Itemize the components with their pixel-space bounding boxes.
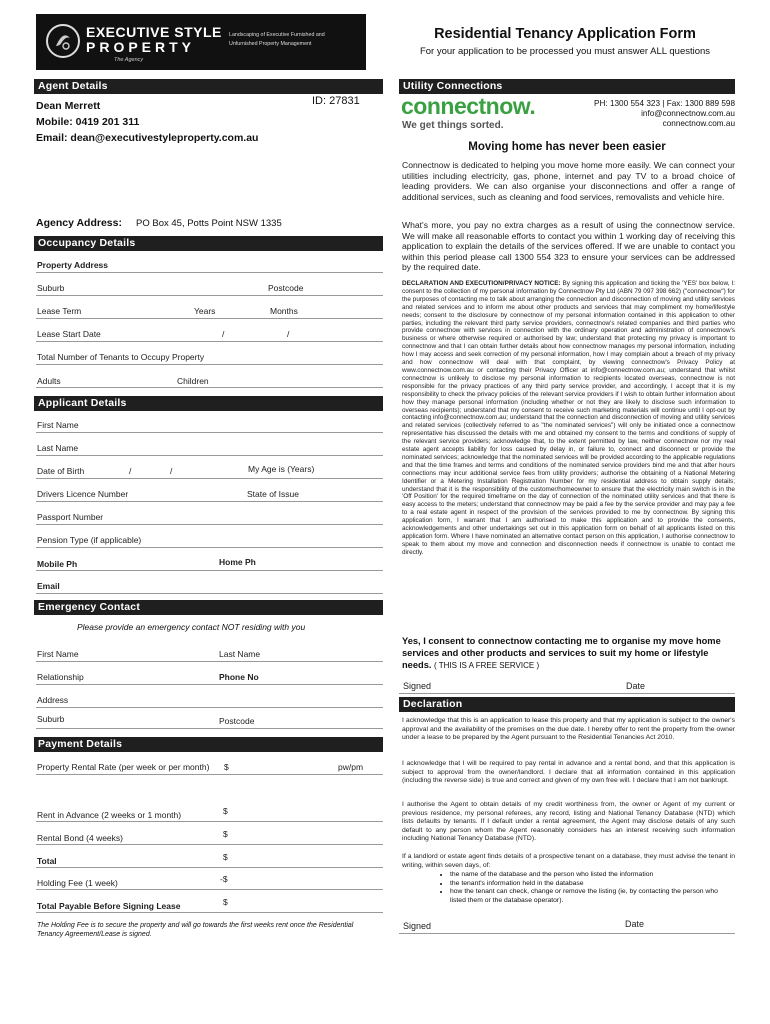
licence-field[interactable] — [36, 501, 383, 502]
connectnow-logo: connectnow. — [401, 93, 536, 119]
logo-side-text: Landscaping of Executive Furnished and Unfurnished Property Management — [229, 32, 325, 47]
first-name-field[interactable] — [36, 432, 383, 433]
utility-para-2: What's more, you pay no extra charges as a result of using the connectnow service. We will make all reasonable efforts to contact you within 1 working day of receiving this application to explain the details of the services offered. If we are unable to contact you within this period please call 1300 554 323 to ensure your services can be addressed by the required date. — [402, 220, 735, 273]
dob-label: Date of Birth — [37, 466, 85, 476]
privacy-heading: DECLARATION AND EXECUTION/PRIVACY NOTICE: — [402, 280, 561, 287]
payment-row-label: Total Payable Before Signing Lease — [37, 901, 181, 911]
rent-rate-field[interactable] — [36, 774, 383, 775]
relationship-label: Relationship — [37, 672, 84, 682]
phone-field[interactable] — [36, 570, 383, 571]
lease-start-field[interactable] — [36, 341, 383, 342]
form-subtitle: For your application to be processed you must answer ALL questions — [419, 46, 711, 57]
logo-block — [36, 14, 366, 70]
total-tenants-field[interactable] — [36, 364, 383, 365]
privacy-text: By signing this application and ticking the 'YES' box below, I: consent to the collection of my personal information by Connectnow Pty Ltd (ABN 79 097 398 662) ("connectnow") for the purposes of contacting me to talk about arranging the connection and disconnection of moving and utility services and related services and to inform me about other products and services that may compliment my home/lifestyle needs; consent to the disclosure by connectnow of my personal information contained in this application to other parties, including the relevant third party service providers, connectnow's related companies and third parties who provide connectnow with services in connection with the ordinary operation and administration of connectnow's business or where otherwise required or authorised by law; understand that protecting my privacy is important to connectnow and that I can obtain further details about how connectnow manages my personal information, including how I may access and seek correction of my personal information, how I may complain about a breach of my privacy and how connectnow will deal with that complaint, by viewing connectnow's Privacy Policy at www.connectnow.com.au or contacting their Privacy Officer at info@connectnow.com.au; understand that whilst connectnow is unlikely to disclose my personal information to recipients located overseas, connectnow is not responsible for the privacy practices of any third party service provider, and accordingly, I accept that it is my responsibility to check the privacy policies of the relevant service providers if I wish to obtain further information about how they manage personal information (including whether or not they are likely to disclose such information to overseas recipients); understand that my consent to receive such marketing materials will continue until I opt-out by contacting info@connectnow.com.au; understand that the connection and disconnection of moving and utility services and related services (collectively referred to as "the nominated services") will only be initiated once a connectnow representative has discussed the details with me and obtained my consent to the terms and conditions of supply of the relevant service providers; acknowledge that, to the extent permitted by law, neither connectnow nor my real estate agent accepts liability for loss caused by delay in, or failure to, connect and disconnect or provide the nominated services; acknowledge that the nominated services will be provided according to the applicable regulations and that the time frames and terms and conditions of the nominated service providers bind me and that after hours connections may incur additional service fees from utility providers; authorise the obtaining of a National Metering Identifier or a Metering Installation Registration Number for my residential address to obtain supply details; understand that it is the responsibility of the customer/homeowner to ensure that the electricity main switch is in the 'Off Position' for the required timeframe on the day of connection of the nominated utility services and that there is easy access to the meters; understand that connectnow may be paid a fee by the service provider and may pay a fee to a real estate agent in respect of the provision of the services provided to me by connectnow. By signing this application form, I warrant that I am authorised to make this application and to provide the consents, acknowledgements and other undertakings set out in this application form on behalf of all applicants listed on this application form. Where I have nominated an alternative contact person on this application, I authorise connectnow to speak to them about my move and connection and disconnection needs if connectnow is unable to contact me directly. — [402, 280, 735, 556]
utility-headline: Moving home has never been easier — [468, 141, 666, 153]
payment-row-label: Total — [37, 856, 57, 866]
declaration-date-label: Date — [625, 919, 645, 929]
payment-row-amount: $ — [223, 829, 228, 839]
logo-emblem-icon — [46, 24, 80, 58]
connectnow-phone: PH: 1300 554 323 | Fax: 1300 889 598 — [594, 99, 735, 108]
years-label: Years — [194, 306, 216, 316]
declaration-p1: I acknowledge that this is an application to lease this property and that my application is subject to the owner's approval and the availability of the premises on the due date. I hereby offer to rent the property from the owner under a lease to be prepared by the Agent pursuant to the Residential Tenancies Act 2010. — [402, 717, 735, 741]
emergency-first-name-label: First Name — [37, 649, 79, 659]
email-field[interactable] — [36, 593, 383, 594]
total-tenants-label: Total Number of Tenants to Occupy Property — [37, 352, 205, 362]
emergency-address-field[interactable] — [36, 707, 383, 708]
agency-address-value: PO Box 45, Potts Point NSW 1335 — [136, 218, 282, 229]
suburb-label: Suburb — [37, 283, 65, 293]
form-title: Residential Tenancy Application Form — [434, 26, 696, 42]
mobile-ph-label: Mobile Ph — [37, 559, 78, 569]
emergency-postcode-label: Postcode — [219, 716, 255, 726]
passport-field[interactable] — [36, 524, 383, 525]
emergency-name-field[interactable] — [36, 661, 383, 662]
logo-line1: EXECUTIVE STYLE — [86, 24, 222, 40]
adults-children-field[interactable] — [36, 387, 383, 388]
adults-label: Adults — [37, 376, 61, 386]
emergency-note: Please provide an emergency contact NOT residing with you — [77, 622, 306, 632]
email-label: Email — [37, 581, 60, 591]
lease-term-label: Lease Term — [37, 306, 82, 316]
agent-id: ID: 27831 — [312, 95, 360, 107]
pension-field[interactable] — [36, 547, 383, 548]
payment-row-amount: -$ — [220, 874, 228, 884]
emergency-contact-header: Emergency Contact — [34, 600, 383, 615]
logo-line2: PROPERTY — [86, 39, 196, 55]
payment-row-field[interactable] — [36, 889, 383, 890]
payment-row-field[interactable] — [36, 867, 383, 868]
emergency-suburb-label: Suburb — [37, 714, 65, 724]
connectnow-tagline: We get things sorted. — [402, 120, 504, 131]
consent-text: Yes, I consent to connectnow contacting me to organise my move home services and other products and services to suit my home or lifestyle needs. — [402, 636, 721, 671]
last-name-label: Last Name — [37, 443, 79, 453]
lease-term-field[interactable] — [36, 318, 383, 319]
utility-para-1: Connectnow is dedicated to helping you move home more easily. We can connect your utilities including electricity, gas, phone, internet and pay TV to a broad choice of leading providers. We can also organise your disconnections and offer a range of additional services, such as cleaning and food services, removalists and vehicle hire. — [402, 160, 735, 202]
relationship-field[interactable] — [36, 684, 383, 685]
property-address-field[interactable] — [36, 272, 383, 273]
declaration-bullet: • the name of the database and the person who listed the information — [450, 871, 728, 880]
lease-start-slash-2: / — [287, 329, 290, 339]
emergency-address-label: Address — [37, 695, 69, 705]
payment-row-label: Holding Fee (1 week) — [37, 878, 118, 888]
agent-mobile: Mobile: 0419 201 311 — [36, 116, 140, 128]
payment-row-amount: $ — [223, 897, 228, 907]
declaration-bullets — [428, 871, 728, 905]
payment-row-field[interactable] — [36, 912, 383, 913]
suburb-field[interactable] — [36, 295, 383, 296]
declaration-bullet: • the tenant's information held in the database — [450, 880, 728, 889]
postcode-label: Postcode — [268, 283, 304, 293]
dob-slash-2: / — [170, 466, 173, 476]
payment-row-amount: $ — [223, 806, 228, 816]
phone-no-label: Phone No — [219, 672, 259, 682]
age-label: My Age is (Years) — [248, 464, 315, 474]
agent-email: Email: dean@executivestyleproperty.com.au — [36, 132, 259, 144]
logo-tag: The Agency — [114, 57, 144, 63]
lease-start-slash-1: / — [222, 329, 225, 339]
dob-field[interactable] — [36, 478, 383, 479]
agent-name: Dean Merrett — [36, 100, 101, 112]
holding-fee-note: The Holding Fee is to secure the property and will go towards the first weeks rent once the Residential Tenancy Agreement/Lease is signed. — [37, 922, 354, 938]
privacy-notice — [402, 280, 735, 557]
first-name-label: First Name — [37, 420, 79, 430]
months-label: Months — [270, 306, 298, 316]
utility-connections-header: Utility Connections — [399, 79, 735, 94]
occupancy-details-header: Occupancy Details — [34, 236, 383, 251]
payment-row-field[interactable] — [36, 844, 383, 845]
last-name-field[interactable] — [36, 455, 383, 456]
state-issue-label: State of Issue — [247, 489, 299, 499]
declaration-p3: I authorise the Agent to obtain details of my credit worthiness from, the owner or Agent of my current or previous residence, my personal referees, any record, listing and National Tenancy Database (NTD) which lists defaults by tenants. If I default under a rental agreement, the Agent may disclose details of any such default to any person whom the Agent reasonably considers has an interest receiving such information including National Tenancy Database (NTD). — [402, 801, 735, 842]
payment-row-label: Rent in Advance (2 weeks or 1 month) — [37, 810, 182, 820]
consent-free: ( THIS IS A FREE SERVICE ) — [434, 661, 540, 671]
lease-start-label: Lease Start Date — [37, 329, 101, 339]
declaration-header: Declaration — [399, 697, 735, 712]
agency-address-label: Agency Address: — [36, 217, 122, 229]
emergency-last-name-label: Last Name — [219, 649, 261, 659]
pension-label: Pension Type (if applicable) — [37, 535, 142, 545]
declaration-p2: I acknowledge that I will be required to pay rental in advance and a rental bond, and that this application is subject to approval from the owner/landlord. I declare that all information contained in this application (including the reverse side) is true and correct and given of my own free will. I declare that I am not bankrupt. — [402, 760, 735, 784]
declaration-p4: If a landlord or estate agent finds details of a prospective tenant on a database, they must advise the tenant in writing, within seven days, of: — [402, 853, 735, 869]
payment-details-header: Payment Details — [34, 737, 383, 752]
rent-rate-dollar: $ — [224, 762, 229, 772]
connectnow-web: connectnow.com.au — [662, 119, 735, 128]
applicant-details-header: Applicant Details — [34, 396, 383, 411]
dob-slash-1: / — [129, 466, 132, 476]
pwpm-label: pw/pm — [338, 762, 364, 772]
payment-row-field[interactable] — [36, 821, 383, 822]
rent-rate-label: Property Rental Rate (per week or per month) — [37, 762, 210, 772]
declaration-signature-field[interactable] — [399, 933, 735, 934]
utility-date-label: Date — [626, 681, 646, 691]
utility-signature-field[interactable] — [399, 693, 735, 694]
utility-signed-label: Signed — [403, 681, 432, 691]
connectnow-email: info@connectnow.com.au — [641, 109, 735, 118]
home-ph-label: Home Ph — [219, 557, 256, 567]
emergency-suburb-field[interactable] — [36, 728, 383, 729]
payment-row-label: Rental Bond (4 weeks) — [37, 833, 123, 843]
agent-details-header: Agent Details — [34, 79, 383, 94]
children-label: Children — [177, 376, 209, 386]
passport-label: Passport Number — [37, 512, 104, 522]
declaration-signed-label: Signed — [403, 921, 432, 931]
consent-statement[interactable] — [402, 635, 735, 673]
property-address-label: Property Address — [37, 260, 109, 270]
declaration-bullet: • how the tenant can check, change or remove the listing (ie, by contacting the person who listed them or the database operator). — [450, 888, 728, 905]
licence-label: Drivers Licence Number — [37, 489, 129, 499]
payment-row-amount: $ — [223, 852, 228, 862]
